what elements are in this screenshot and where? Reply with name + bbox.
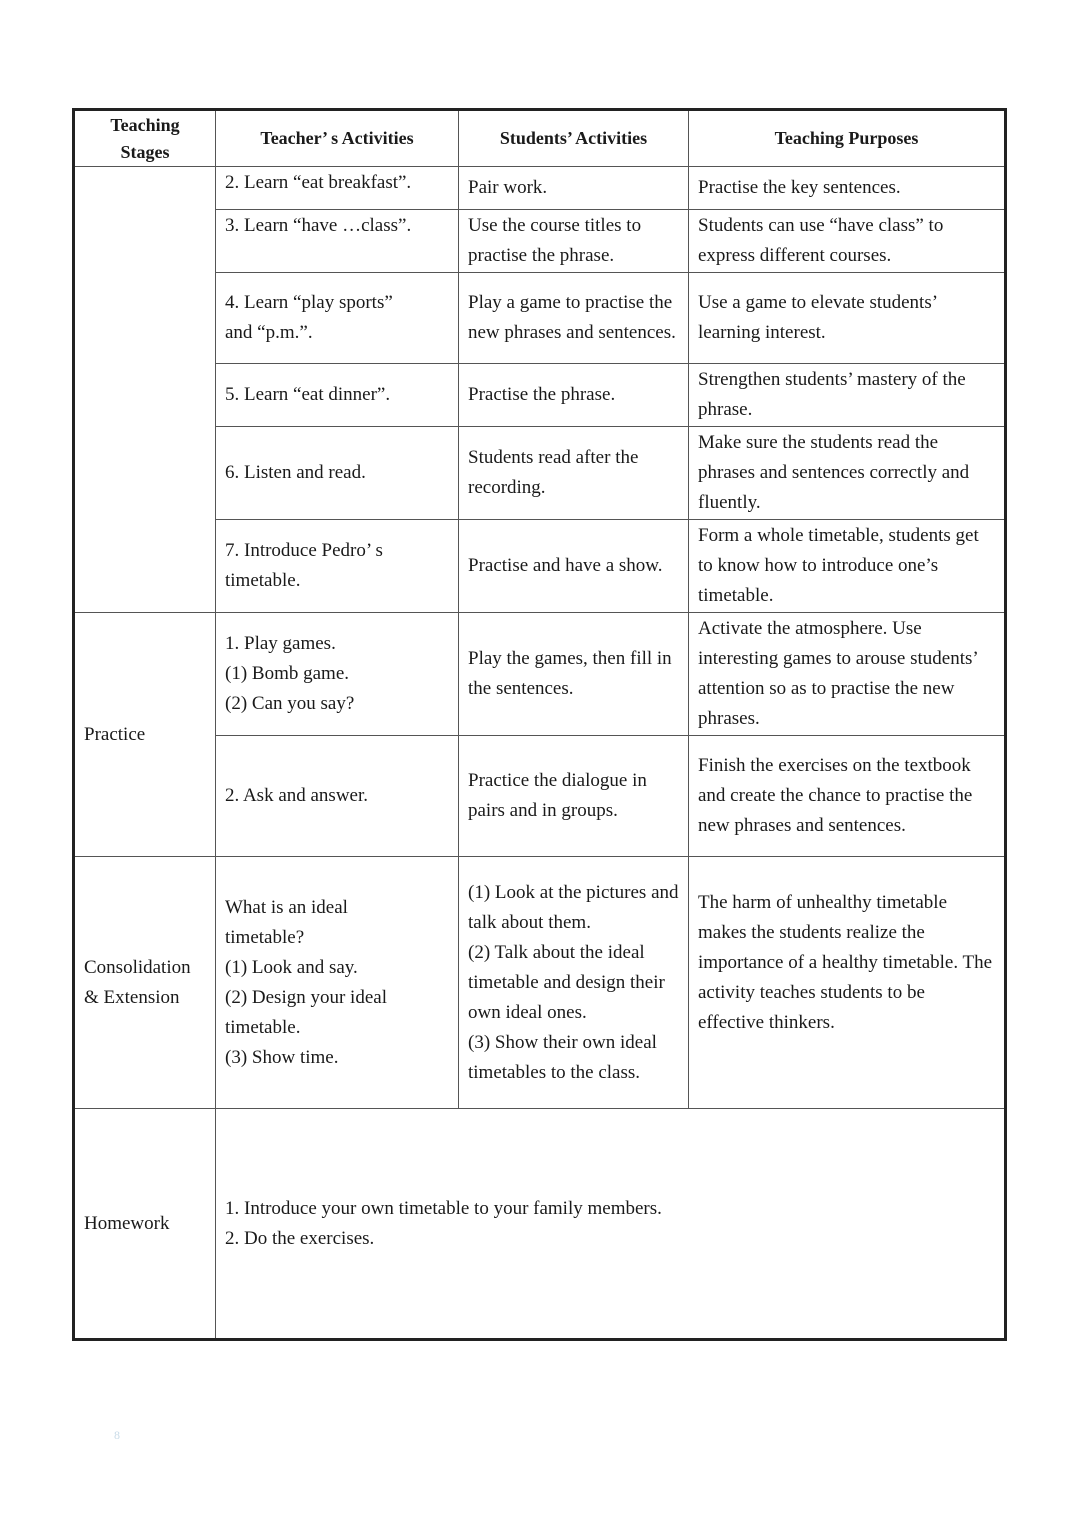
header-teaching-purposes: Teaching Purposes: [689, 110, 1006, 167]
teacher-activity-cell: 4. Learn “play sports” and “p.m.”.: [216, 273, 459, 364]
students-activity-cell: Practise and have a show.: [459, 520, 689, 613]
teacher-activity-cell: 5. Learn “eat dinner”.: [216, 364, 459, 427]
teacher-activity-line: 1. Play games.: [225, 633, 336, 654]
header-teaching-stages: Teaching Stages: [74, 110, 216, 167]
teacher-activity-line: (2) Can you say?: [225, 693, 355, 714]
teacher-activity-line: What is an ideal timetable?: [225, 896, 348, 948]
teaching-purpose-cell: Students can use “have class” to express different courses.: [689, 210, 1006, 273]
teacher-activity-line: (3) Show time.: [225, 1046, 339, 1068]
teacher-activity-cell: 7. Introduce Pedro’ s timetable.: [216, 520, 459, 613]
teacher-activity-cell: 2. Ask and answer.: [216, 736, 459, 857]
students-activity-line: (2) Talk about the ideal timetable and design their own ideal ones.: [468, 941, 665, 1023]
teacher-activity-cell: [216, 857, 459, 1109]
table-row: [74, 167, 1006, 210]
students-activity-cell: Play a game to practise the new phrases and sentences.: [459, 273, 689, 364]
students-activity-cell: [459, 857, 689, 1109]
teacher-activity-line: (2) Design your ideal timetable.: [225, 986, 387, 1038]
teaching-purpose-cell: Finish the exercises on the textbook and create the chance to practise the new phrases and sentences.: [689, 736, 1006, 857]
students-activity-cell: Play the games, then fill in the sentences.: [459, 613, 689, 736]
teacher-activity-cell: [216, 613, 459, 736]
page-number: 8: [114, 1428, 120, 1442]
teacher-activity-line: (1) Bomb game.: [225, 663, 350, 684]
stage-cell-homework: Homework: [74, 1109, 216, 1340]
teacher-activity-cell: 3. Learn “have …class”.: [216, 210, 459, 273]
homework-line: 2. Do the exercises.: [225, 1227, 375, 1249]
teacher-activity-line: (1) Look and say.: [225, 956, 358, 978]
students-activity-cell: Practise the phrase.: [459, 364, 689, 427]
table-row: [74, 613, 1006, 736]
header-students-activities: Students’ Activities: [459, 110, 689, 167]
table-row: [74, 857, 1006, 1109]
teaching-purpose-cell: Strengthen students’ mastery of the phrase.: [689, 364, 1006, 427]
stage-cell-practice: Practice: [74, 613, 216, 857]
students-activity-cell: Practice the dialogue in pairs and in groups.: [459, 736, 689, 857]
stage-cell-presentation: [74, 167, 216, 613]
stage-cell-consolidation: Consolidation & Extension: [74, 857, 216, 1109]
students-activity-line: (3) Show their own ideal timetables to the class.: [468, 1031, 657, 1083]
homework-line: 1. Introduce your own timetable to your family members.: [225, 1197, 662, 1219]
teaching-purpose-cell: Activate the atmosphere. Use interesting games to arouse students’ attention so as to practise the new phrases.: [689, 613, 1006, 736]
lesson-plan-table: [72, 108, 1007, 1341]
students-activity-cell: Students read after the recording.: [459, 427, 689, 520]
teaching-purpose-cell: The harm of unhealthy timetable makes the students realize the importance of a healthy timetable. The activity teaches students to be effective thinkers.: [689, 857, 1006, 1109]
teaching-purpose-cell: Use a game to elevate students’ learning interest.: [689, 273, 1006, 364]
homework-content-cell: [216, 1109, 1006, 1340]
students-activity-cell: Pair work.: [459, 167, 689, 210]
students-activity-cell: Use the course titles to practise the phrase.: [459, 210, 689, 273]
teacher-activity-cell: 6. Listen and read.: [216, 427, 459, 520]
teaching-purpose-cell: Make sure the students read the phrases and sentences correctly and fluently.: [689, 427, 1006, 520]
header-row: [74, 110, 1006, 167]
students-activity-line: (1) Look at the pictures and talk about them.: [468, 881, 679, 933]
teaching-purpose-cell: Practise the key sentences.: [689, 167, 1006, 210]
teaching-purpose-cell: Form a whole timetable, students get to know how to introduce one’s timetable.: [689, 520, 1006, 613]
header-teacher-activities: Teacher’ s Activities: [216, 110, 459, 167]
teacher-activity-cell: 2. Learn “eat breakfast”.: [216, 167, 459, 210]
table-row: [74, 1109, 1006, 1340]
